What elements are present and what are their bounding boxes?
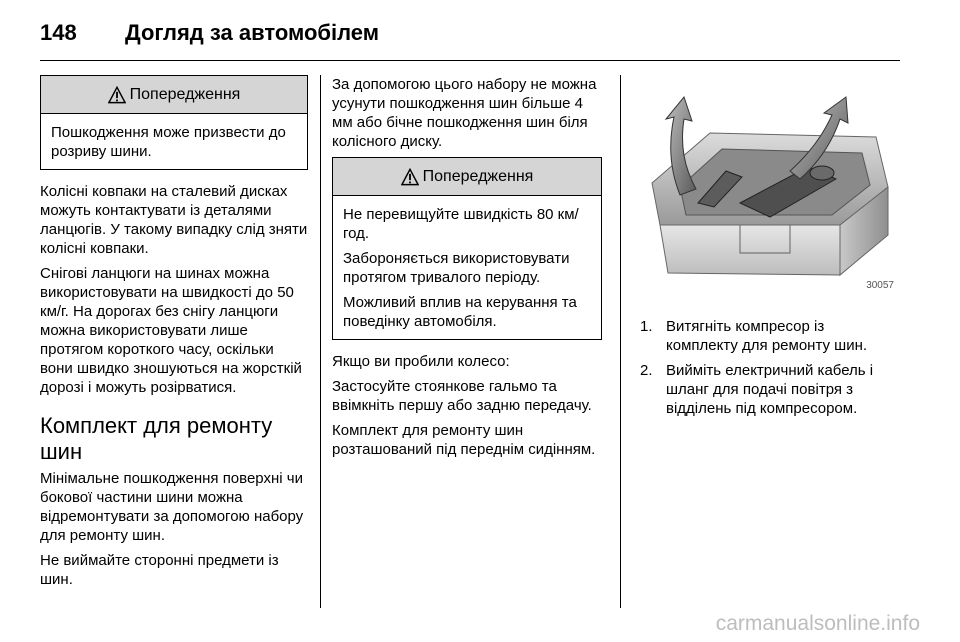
warning-text: Забороняється використовувати протягом тривалого періоду. [343, 250, 570, 286]
warning-icon [108, 86, 126, 104]
section-heading: Комплект для ремонту шин [40, 413, 273, 464]
warning-text: Можливий вплив на керування та поведінку автомобіля. [343, 294, 577, 330]
warning-body [41, 114, 307, 169]
column-1 [40, 75, 308, 595]
watermark: carmanualsonline.info [715, 612, 920, 635]
warning-header [41, 76, 307, 114]
warning-box [40, 75, 308, 170]
paragraph: Комплект для ремонту шин розташований під переднім сидінням. [332, 422, 596, 458]
paragraph: За допомогою цього набору не можна усунути пошкодження шин більше 4 мм або бічне пошкодження шин біля колісного диску. [332, 76, 597, 150]
list-item [640, 317, 900, 355]
warning-icon [401, 168, 419, 186]
repair-kit-illustration [640, 75, 896, 297]
step-number: 2. [640, 362, 653, 379]
page-header [40, 8, 900, 56]
page-title: Догляд за автомобілем [125, 20, 380, 45]
warning-text: Не перевищуйте швидкість 80 км/год. [343, 206, 579, 242]
column-2 [332, 75, 602, 465]
warning-body [333, 196, 601, 339]
page-number: 148 [40, 20, 77, 45]
column-3 [640, 75, 900, 424]
warning-text: Пошкодження може призвести до розриву шини. [51, 124, 286, 160]
header-rule [40, 60, 900, 61]
paragraph: Снігові ланцюги на шинах можна використовувати на швидкості до 50 км/г. На дорогах без снігу ланцюги можна використовувати лише протягом короткого часу, оскільки вони швидко зношуються на жорсткій дорозі і можуть розірватися. [40, 265, 302, 396]
paragraph: Застосуйте стоянкове гальмо та ввімкніть першу або задню передачу. [332, 378, 592, 414]
warning-header [333, 158, 601, 196]
column-divider [620, 75, 621, 608]
paragraph: Мінімальне пошкодження поверхні чи бокової частини шини можна відремонтувати за допомогою набору для ремонту шин. [40, 470, 304, 544]
warning-box [332, 157, 602, 340]
column-divider [320, 75, 321, 608]
step-number: 1. [640, 318, 653, 335]
step-text: Вийміть електричний кабель і шланг для подачі повітря з відділень під компресором. [666, 362, 874, 417]
figure-code: 30057 [866, 280, 894, 291]
steps-list [640, 317, 900, 418]
warning-title: Попередження [422, 168, 534, 185]
paragraph: Колісні ковпаки на сталевий дисках можуть контактувати із деталями ланцюгів. У такому випадку слід зняти колісні ковпаки. [40, 183, 308, 257]
list-item [640, 361, 900, 418]
step-text: Витягніть компресор із комплекту для ремонту шин. [666, 318, 868, 354]
repair-kit-drawing [640, 75, 896, 297]
warning-title: Попередження [129, 86, 241, 103]
paragraph: Якщо ви пробили колесо: [332, 353, 510, 370]
paragraph: Не виймайте сторонні предмети із шин. [40, 552, 279, 588]
